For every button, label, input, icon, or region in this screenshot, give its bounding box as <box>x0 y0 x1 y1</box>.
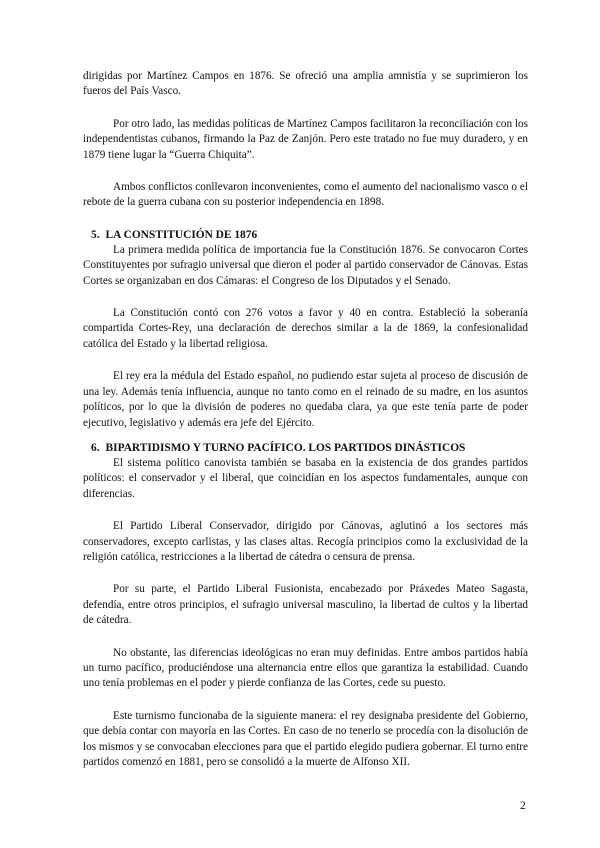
paragraph-partido-fusionista: Por su parte, el Partido Liberal Fusionista, encabezado por Práxedes Mateo Sagasta, defendía, entre otros principios, el sufragio universal masculino, la libertad de cultos y la libertad de cátedra. <box>83 583 528 627</box>
section-heading-bipartidismo <box>83 441 528 456</box>
page-content <box>83 69 528 787</box>
section-title: LA CONSTITUCIÓN DE 1876 <box>105 228 258 241</box>
paragraph-turnismo: Este turnismo funcionaba de la siguiente manera: el rey designaba presidente del Gobierno, que debía contar con mayoría en las Cortes. En caso de no tenerlo se procedía con la disolución de los mismos y se convocaban elecciones para que el partido elegido pudiera gobernar. El turno entre partidos comenzó en 1881, pero se consolidó a la muerte de Alfonso XII. <box>83 709 528 768</box>
paragraph-turno-pacifico: No obstante, las diferencias ideológicas no eran muy definidas. Entre ambos partidos había un turno pacífico, produciéndose una alternancia entre ellos que garantiza la estabilidad. Cuando uno tenía problemas en el poder y pierde confianza de las Cortes, cede su puesto. <box>83 646 528 690</box>
paragraph-constitucion-1876: La primera medida política de importancia fue la Constitución 1876. Se convocaron Cortes Constituyentes por sufragio universal que dieron el poder al partido conservador de Cánovas. Estas Cortes se organizaban en dos Cámaras: el Congreso de los Diputados y el Senado. <box>83 243 528 287</box>
paragraph-paz-zanjon: Por otro lado, las medidas políticas de Martínez Campos facilitaron la reconciliación con los independentistas cubanos, firmando la Paz de Zanjón. Pero este tratado no fue muy duradero, y en 1879 tiene lugar la “Guerra Chiquita”. <box>83 117 528 161</box>
paragraph-votos: La Constitución contó con 276 votos a favor y 40 en contra. Estableció la soberanía compartida Cortes-Rey, una declaración de derechos similar a la de 1869, la confesionalidad católica del Estado y la libertad religiosa. <box>83 307 528 350</box>
paragraph-partido-conservador: El Partido Liberal Conservador, dirigido por Cánovas, aglutinó a los sectores más conservadores, excepto carlistas, y las clases altas. Recogía principios como la exclusividad de la religión católica, restricciones a la libertad de cátedra o censura de prensa. <box>83 520 528 563</box>
section-title: BIPARTIDISMO Y TURNO PACÍFICO. LOS PARTIDOS DINÁSTICOS <box>105 441 466 454</box>
paragraph-amnistia: dirigidas por Martínez Campos en 1876. Se ofreció una amplia amnistía y se suprimieron los fueros del País Vasco. <box>83 70 528 98</box>
paragraph-rey: El rey era la médula del Estado español, no pudiendo estar sujeta al proceso de discusión de una ley. Además tenía influencia, aunque no tanto como en el reinado de su madre, en los asuntos políticos, por lo que la división de poderes no quedaba clara, ya que este tenía parte de poder ejecutivo, legislativo y además era jefe del Ejército. <box>83 370 528 429</box>
paragraph-sistema-canovista: El sistema político canovista también se basaba en la existencia de dos grandes partidos políticos: el conservador y el liberal, que coincidían en los aspectos fundamentales, aunque con diferencias. <box>83 456 528 500</box>
section-number: 6. <box>91 441 100 454</box>
paragraph-conflictos: Ambos conflictos conllevaron inconvenientes, como el aumento del nacionalismo vasco o el rebote de la guerra cubana con su posterior independencia en 1898. <box>83 181 528 209</box>
section-number: 5. <box>91 228 100 241</box>
section-heading-constitucion <box>83 228 528 243</box>
page-number: 2 <box>520 800 526 812</box>
